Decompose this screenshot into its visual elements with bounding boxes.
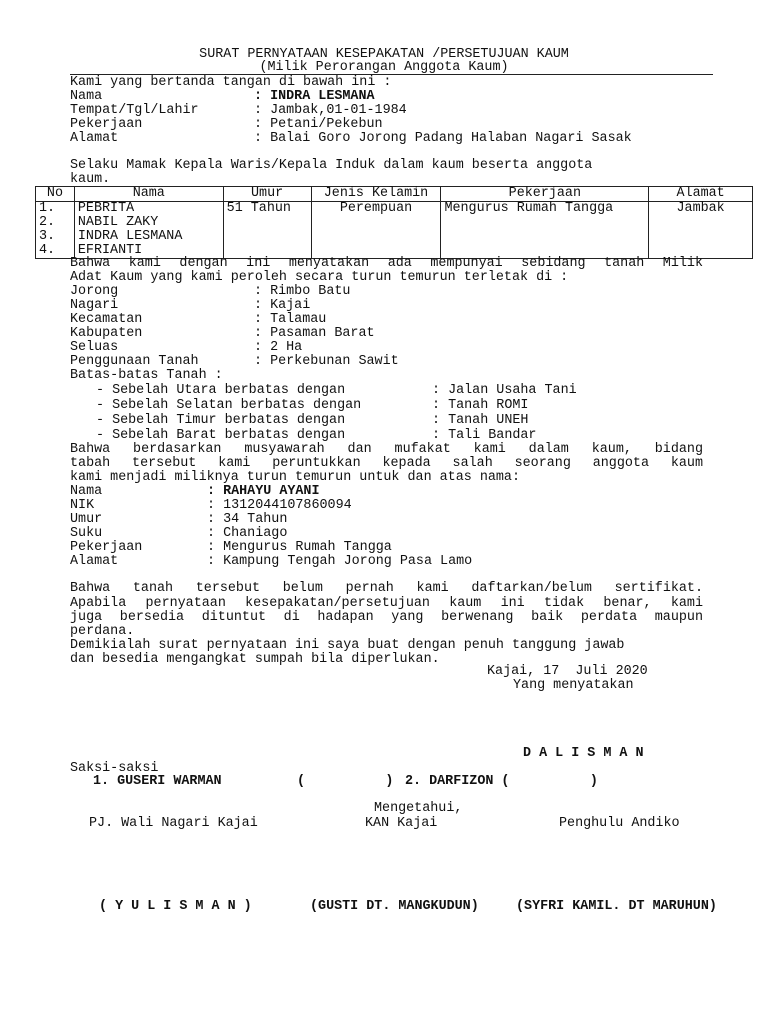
signer-signature-name: D A L I S M A N: [523, 746, 644, 761]
intro-line: Kami yang bertanda tangan di bawah ini :: [70, 75, 392, 90]
selaku-line-2: kaum.: [70, 172, 111, 187]
batas-selatan-label: - Sebelah Selatan berbatas dengan: [96, 398, 362, 413]
ttd-syfri: (SYFRI KAMIL. DT MARUHUN): [516, 899, 717, 914]
saksi-2: 2. DARFIZON ( ): [405, 774, 598, 789]
nagari-value: : Kajai: [254, 298, 311, 313]
recipient-address-label: Alamat: [70, 554, 119, 569]
jorong-value: : Rimbo Batu: [254, 284, 351, 299]
demikian-line-2: dan besedia mengangkat sumpah bila diperlukan.: [70, 652, 440, 667]
seluas-value: : 2 Ha: [254, 340, 303, 355]
recipient-job: : Mengurus Rumah Tangga: [207, 540, 392, 555]
kabupaten-label: Kabupaten: [70, 326, 143, 341]
col-header-nama: Nama: [74, 187, 223, 202]
saksi-label: Saksi-saksi: [70, 761, 159, 776]
sertifikat-line-4: perdana.: [70, 624, 135, 639]
recipient-nik-label: NIK: [70, 498, 95, 513]
signer-birth-label: Tempat/Tgl/Lahir: [70, 103, 199, 118]
mufakat-line-3: kami menjadi miliknya turun temurun untuk dan atas nama:: [70, 470, 520, 485]
table-header-row: [36, 187, 753, 202]
signer-job-label: Pekerjaan: [70, 117, 143, 132]
tanah-line-2: Adat Kaum yang kami peroleh secara turun temurun terletak di :: [70, 270, 569, 285]
recipient-name: : RAHAYU AYANI: [207, 484, 320, 499]
batas-utara-label: - Sebelah Utara berbatas dengan: [96, 383, 346, 398]
penggunaan-value: : Perkebunan Sawit: [254, 354, 399, 369]
col-header-no: No: [36, 187, 75, 202]
recipient-address: : Kampung Tengah Jorong Pasa Lamo: [207, 554, 473, 569]
pejabat-wali-nagari: PJ. Wali Nagari Kajai: [89, 816, 258, 831]
seluas-label: Seluas: [70, 340, 119, 355]
batas-timur-value: : Tanah UNEH: [432, 413, 529, 428]
kecamatan-value: : Talamau: [254, 312, 327, 327]
batas-title: Batas-batas Tanah :: [70, 368, 223, 383]
recipient-suku-label: Suku: [70, 526, 103, 541]
signer-name-label: Nama: [70, 89, 103, 104]
col-header-umur: Umur: [223, 187, 311, 202]
kabupaten-value: : Pasaman Barat: [254, 326, 375, 341]
cell-umur: 51 Tahun: [223, 202, 311, 259]
batas-utara-value: : Jalan Usaha Tani: [432, 383, 577, 398]
recipient-name-label: Nama: [70, 484, 103, 499]
tanah-line-1: Bahwa kami dengan ini menyatakan ada mempunyai sebidang tanah Milik: [70, 256, 703, 271]
signer-job: : Petani/Pekebun: [254, 117, 383, 132]
sertifikat-line-3: juga bersedia dituntut di hadapan yang berwenang baik perdata maupun: [70, 610, 703, 625]
recipient-age: : 34 Tahun: [207, 512, 288, 527]
batas-barat-label: - Sebelah Barat berbatas dengan: [96, 428, 346, 443]
recipient-job-label: Pekerjaan: [70, 540, 143, 555]
nagari-label: Nagari: [70, 298, 119, 313]
demikian-line-1: Demikialah surat pernyataan ini saya buat dengan penuh tanggung jawab: [70, 638, 625, 653]
cell-no: 1. 2. 3. 4.: [36, 202, 75, 259]
recipient-nik: : 1312044107860094: [207, 498, 352, 513]
col-header-jenis-kelamin: Jenis Kelamin: [311, 187, 441, 202]
yang-menyatakan: Yang menyatakan: [513, 678, 634, 693]
recipient-age-label: Umur: [70, 512, 103, 527]
document-title: SURAT PERNYATAAN KESEPAKATAN /PERSETUJUAN KAUM: [199, 47, 569, 62]
table-row: [36, 202, 753, 259]
recipient-suku: : Chaniago: [207, 526, 288, 541]
ttd-gusti: (GUSTI DT. MANGKUDUN): [310, 899, 479, 914]
document-subtitle: (Milik Perorangan Anggota Kaum): [259, 60, 509, 75]
cell-jenis-kelamin: Perempuan: [311, 202, 441, 259]
selaku-line-1: Selaku Mamak Kepala Waris/Kepala Induk dalam kaum beserta anggota: [70, 158, 593, 173]
batas-barat-value: : Tali Bandar: [432, 428, 537, 443]
pejabat-penghulu: Penghulu Andiko: [559, 816, 680, 831]
signer-birth: : Jambak,01-01-1984: [254, 103, 407, 118]
signer-address-label: Alamat: [70, 131, 119, 146]
kecamatan-label: Kecamatan: [70, 312, 143, 327]
penggunaan-label: Penggunaan Tanah: [70, 354, 199, 369]
batas-selatan-value: : Tanah ROMI: [432, 398, 529, 413]
sertifikat-line-2: Apabila pernyataan kesepakatan/persetujuan kaum ini tidak benar, kami: [70, 596, 703, 611]
batas-timur-label: - Sebelah Timur berbatas dengan: [96, 413, 346, 428]
place-date: Kajai, 17 Juli 2020: [487, 664, 648, 679]
cell-pekerjaan: Mengurus Rumah Tangga: [441, 202, 649, 259]
ttd-yulisman: ( Y U L I S M A N ): [99, 899, 252, 914]
pejabat-kan: KAN Kajai: [365, 816, 438, 831]
saksi-1: 1. GUSERI WARMAN: [93, 774, 222, 789]
cell-nama: PEBRITA NABIL ZAKY INDRA LESMANA EFRIANTI: [74, 202, 223, 259]
signer-name: : INDRA LESMANA: [254, 89, 375, 104]
jorong-label: Jorong: [70, 284, 119, 299]
col-header-pekerjaan: Pekerjaan: [441, 187, 649, 202]
signer-address: : Balai Goro Jorong Padang Halaban Nagari Sasak: [254, 131, 632, 146]
mufakat-line-2: tabah tersebut kami peruntukkan kepada salah seorang anggota kaum: [70, 456, 703, 471]
kaum-members-table: [35, 186, 753, 259]
cell-alamat: Jambak: [649, 202, 753, 259]
col-header-alamat: Alamat: [649, 187, 753, 202]
mufakat-line-1: Bahwa berdasarkan musyawarah dan mufakat kami dalam kaum, bidang: [70, 442, 703, 457]
mengetahui: Mengetahui,: [374, 801, 463, 816]
sertifikat-line-1: Bahwa tanah tersebut belum pernah kami daftarkan/belum sertifikat.: [70, 581, 703, 596]
saksi-1-signature: ( ): [297, 774, 394, 789]
